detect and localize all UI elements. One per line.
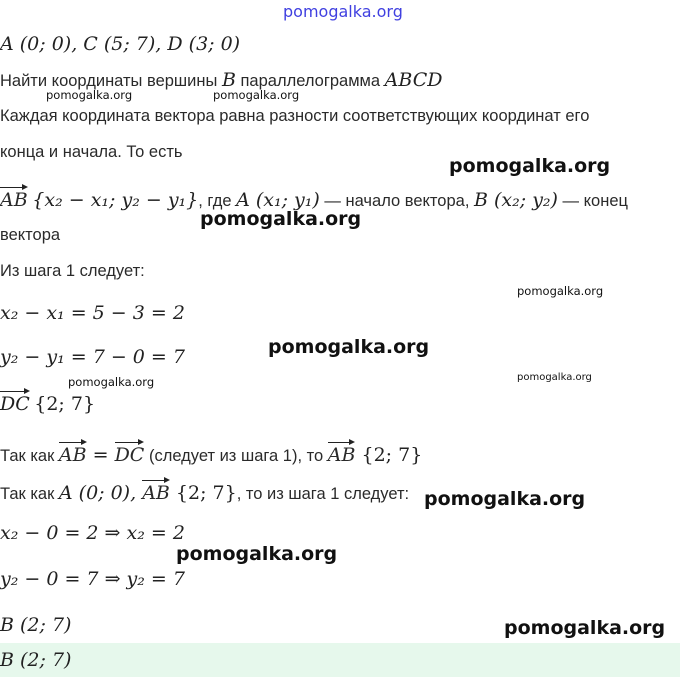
- watermark: pomogalka.org: [504, 617, 666, 639]
- task-text: Найти координаты вершины: [0, 72, 222, 90]
- result-point: B (2; 7): [0, 614, 72, 636]
- task-point: B: [221, 69, 236, 91]
- vector-definition: [0, 185, 628, 211]
- watermark: pomogalka.org: [517, 284, 604, 298]
- vector-ab: AB: [0, 185, 28, 211]
- watermark: pomogalka.org: [449, 155, 611, 177]
- answer-text: B (2; 7): [0, 649, 72, 671]
- since2-vec-ab: AB: [142, 478, 170, 504]
- since1-coords: {2; 7}: [355, 444, 423, 466]
- watermark-top: pomogalka.org: [283, 2, 403, 21]
- since1-eq: =: [86, 444, 115, 466]
- since2-coords: {2; 7}: [169, 482, 237, 504]
- watermark: pomogalka.org: [176, 543, 338, 565]
- since2-point: A (0; 0),: [58, 482, 143, 504]
- equation-y: y₂ − y₁ = 7 − 0 = 7: [0, 346, 185, 368]
- vector-dc-symbol: DC: [0, 389, 30, 415]
- equation-x2: x₂ − 0 = 2 ⇒ x₂ = 2: [0, 522, 185, 544]
- watermark: pomogalka.org: [68, 375, 155, 389]
- step1-intro: Из шага 1 следует:: [0, 262, 145, 280]
- since1-vec-ab: AB: [59, 440, 87, 466]
- vector-coords: {x₂ − x₁; y₂ − y₁}: [32, 189, 199, 211]
- since1-middle: (следует из шага 1), то: [144, 447, 328, 465]
- since1-vec-ab-2: AB: [328, 440, 356, 466]
- watermark: pomogalka.org: [268, 336, 430, 358]
- vector-dc: [0, 389, 95, 415]
- end-label: — конец: [557, 192, 628, 210]
- watermark: pomogalka.org: [200, 208, 362, 230]
- rule-line-2: конца и начала. То есть: [0, 143, 183, 161]
- since1-vec-dc: DC: [115, 440, 145, 466]
- since1-prefix: Так как: [0, 447, 59, 465]
- start-point: A (x₁; y₁): [236, 189, 320, 211]
- where-text: , где: [198, 192, 237, 210]
- vector-dc-coords: {2; 7}: [34, 393, 96, 415]
- end-point: B (x₂; y₂): [474, 189, 558, 211]
- equation-y2: y₂ − 0 = 7 ⇒ y₂ = 7: [0, 568, 185, 590]
- since-line-1: [0, 440, 422, 466]
- rule-line-1: Каждая координата вектора равна разности соответствующих координат его: [0, 107, 590, 125]
- watermark: pomogalka.org: [517, 372, 592, 383]
- given-points: A (0; 0), C (5; 7), D (3; 0): [0, 33, 241, 55]
- start-label: — начало вектора,: [319, 192, 474, 210]
- since2-prefix: Так как: [0, 485, 59, 503]
- watermark: pomogalka.org: [46, 88, 133, 102]
- task-tail: параллелограмма: [235, 72, 385, 90]
- watermark: pomogalka.org: [213, 88, 300, 102]
- since-line-2: [0, 478, 409, 504]
- answer-box: [0, 643, 680, 677]
- vector-definition-line-2: вектора: [0, 226, 61, 244]
- watermark: pomogalka.org: [424, 488, 586, 510]
- task-figure: ABCD: [384, 69, 443, 91]
- since2-suffix: , то из шага 1 следует:: [236, 485, 410, 503]
- equation-x: x₂ − x₁ = 5 − 3 = 2: [0, 302, 185, 324]
- task-statement: [0, 69, 442, 91]
